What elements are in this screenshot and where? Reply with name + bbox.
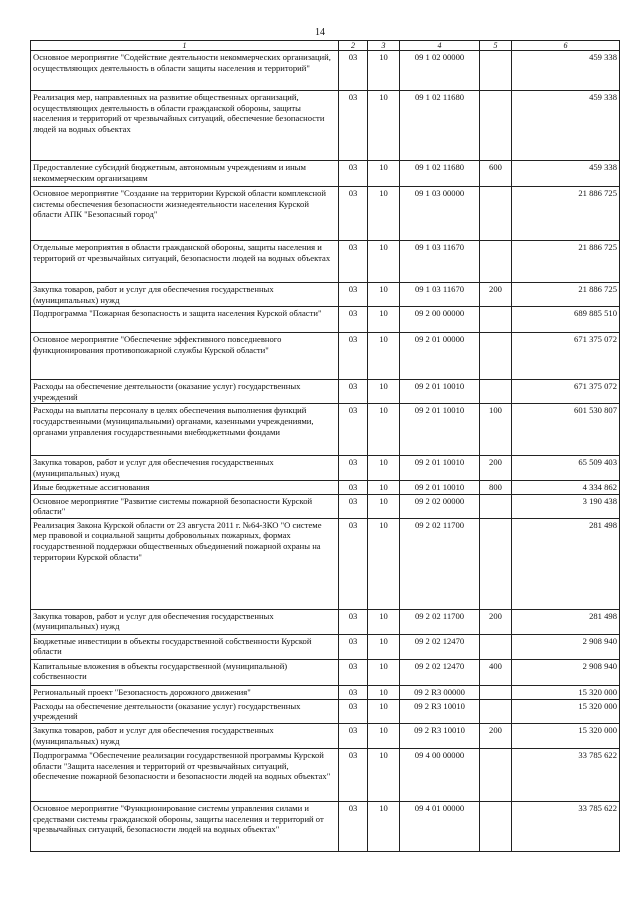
- row-amount: 4 334 862: [512, 480, 620, 494]
- row-subsection: 10: [368, 51, 400, 91]
- row-name: Закупка товаров, работ и услуг для обеспечения государственных (муниципальных) нужд: [31, 283, 339, 307]
- row-name: Основное мероприятие "Функционирование системы управления силами и средствами системы гражданской обороны, защиты населения и территорий от чрезвычайных ситуаций, безопасности людей на водных объектах": [31, 801, 339, 851]
- row-name: Закупка товаров, работ и услуг для обеспечения государственных (муниципальных) нужд: [31, 609, 339, 634]
- table-row: [31, 801, 620, 851]
- row-section: 03: [339, 187, 368, 241]
- row-subsection: 10: [368, 307, 400, 333]
- row-target-code: 09 1 03 00000: [400, 187, 480, 241]
- row-target-code: 09 2 02 11700: [400, 609, 480, 634]
- row-amount: 3 190 438: [512, 494, 620, 518]
- row-amount: 689 885 510: [512, 307, 620, 333]
- row-section: 03: [339, 91, 368, 161]
- row-subsection: 10: [368, 333, 400, 380]
- row-expense-type: [480, 241, 512, 283]
- table-row: [31, 283, 620, 307]
- row-amount: 671 375 072: [512, 380, 620, 404]
- row-name: Закупка товаров, работ и услуг для обеспечения государственных (муниципальных) нужд: [31, 723, 339, 748]
- row-amount: 2 908 940: [512, 634, 620, 659]
- row-target-code: 09 2 01 10010: [400, 404, 480, 456]
- header-row: [31, 41, 620, 51]
- row-section: 03: [339, 51, 368, 91]
- row-section: 03: [339, 480, 368, 494]
- table-row: [31, 51, 620, 91]
- row-section: 03: [339, 699, 368, 723]
- row-expense-type: [480, 380, 512, 404]
- row-expense-type: 100: [480, 404, 512, 456]
- row-target-code: 09 2 01 10010: [400, 380, 480, 404]
- row-target-code: 09 2 R3 00000: [400, 685, 480, 699]
- row-target-code: 09 2 02 12470: [400, 634, 480, 659]
- row-target-code: 09 2 R3 10010: [400, 699, 480, 723]
- row-amount: 33 785 622: [512, 801, 620, 851]
- row-section: 03: [339, 723, 368, 748]
- row-amount: 2 908 940: [512, 659, 620, 685]
- row-section: 03: [339, 241, 368, 283]
- header-col-4: 4: [400, 41, 480, 51]
- row-target-code: 09 2 00 00000: [400, 307, 480, 333]
- row-target-code: 09 2 02 00000: [400, 494, 480, 518]
- row-section: 03: [339, 333, 368, 380]
- row-target-code: 09 2 01 00000: [400, 333, 480, 380]
- page-number: 14: [315, 27, 325, 38]
- row-expense-type: 600: [480, 161, 512, 187]
- table-row: [31, 634, 620, 659]
- row-amount: 15 320 000: [512, 723, 620, 748]
- table-row: [31, 723, 620, 748]
- row-section: 03: [339, 659, 368, 685]
- row-amount: 459 338: [512, 161, 620, 187]
- row-expense-type: 200: [480, 609, 512, 634]
- table-row: [31, 333, 620, 380]
- row-section: 03: [339, 380, 368, 404]
- row-name: Реализация мер, направленных на развитие общественных организаций, осуществляющих деятельность в области гражданской обороны, защиты населения и территорий от чрезвычайных ситуаций, обеспечение безопасности людей на водных объектах: [31, 91, 339, 161]
- row-target-code: 09 4 01 00000: [400, 801, 480, 851]
- table-row: [31, 748, 620, 801]
- row-amount: 601 530 807: [512, 404, 620, 456]
- row-expense-type: [480, 801, 512, 851]
- row-section: 03: [339, 456, 368, 480]
- row-name: Расходы на обеспечение деятельности (оказание услуг) государственных учреждений: [31, 380, 339, 404]
- row-target-code: 09 1 03 11670: [400, 241, 480, 283]
- row-expense-type: [480, 685, 512, 699]
- table-row: [31, 241, 620, 283]
- row-target-code: 09 4 00 00000: [400, 748, 480, 801]
- row-expense-type: [480, 51, 512, 91]
- row-name: Основное мероприятие "Содействие деятельности некоммерческих организаций, осуществляющих деятельность в области защиты населения и территорий": [31, 51, 339, 91]
- row-subsection: 10: [368, 283, 400, 307]
- table-row: [31, 187, 620, 241]
- row-name: Закупка товаров, работ и услуг для обеспечения государственных (муниципальных) нужд: [31, 456, 339, 480]
- row-section: 03: [339, 518, 368, 609]
- row-amount: 21 886 725: [512, 187, 620, 241]
- row-subsection: 10: [368, 518, 400, 609]
- row-name: Отдельные мероприятия в области гражданской обороны, защиты населения и территорий от чрезвычайных ситуаций, безопасности людей на водных объектах: [31, 241, 339, 283]
- row-subsection: 10: [368, 685, 400, 699]
- row-section: 03: [339, 161, 368, 187]
- header-col-3: 3: [368, 41, 400, 51]
- row-name: Бюджетные инвестиции в объекты государственной собственности Курской области: [31, 634, 339, 659]
- row-name: Расходы на выплаты персоналу в целях обеспечения выполнения функций государственными (муниципальными) органами, казенными учреждениями, органами управления государственными внебюджетными фондами: [31, 404, 339, 456]
- row-expense-type: [480, 494, 512, 518]
- row-expense-type: [480, 333, 512, 380]
- row-section: 03: [339, 404, 368, 456]
- row-section: 03: [339, 748, 368, 801]
- table-row: [31, 404, 620, 456]
- header-col-2: 2: [339, 41, 368, 51]
- row-subsection: 10: [368, 456, 400, 480]
- row-expense-type: 200: [480, 723, 512, 748]
- row-name: Подпрограмма "Пожарная безопасность и защита населения Курской области": [31, 307, 339, 333]
- table-row: [31, 518, 620, 609]
- row-target-code: 09 2 02 12470: [400, 659, 480, 685]
- row-subsection: 10: [368, 699, 400, 723]
- row-amount: 21 886 725: [512, 283, 620, 307]
- row-name: Региональный проект "Безопасность дорожного движения": [31, 685, 339, 699]
- row-subsection: 10: [368, 241, 400, 283]
- row-amount: 459 338: [512, 91, 620, 161]
- table-row: [31, 161, 620, 187]
- row-expense-type: [480, 307, 512, 333]
- row-expense-type: [480, 748, 512, 801]
- row-expense-type: 800: [480, 480, 512, 494]
- row-subsection: 10: [368, 494, 400, 518]
- row-name: Основное мероприятие "Развитие системы пожарной безопасности Курской области": [31, 494, 339, 518]
- row-expense-type: [480, 518, 512, 609]
- table-row: [31, 456, 620, 480]
- row-name: Основное мероприятие "Создание на территории Курской области комплексной системы обеспечения безопасности жизнедеятельности населения Курской области АПК "Безопасный город": [31, 187, 339, 241]
- table-row: [31, 699, 620, 723]
- table-row: [31, 494, 620, 518]
- row-name: Расходы на обеспечение деятельности (оказание услуг) государственных учреждений: [31, 699, 339, 723]
- row-amount: 33 785 622: [512, 748, 620, 801]
- row-subsection: 10: [368, 801, 400, 851]
- row-subsection: 10: [368, 480, 400, 494]
- row-name: Подпрограмма "Обеспечение реализации государственной программы Курской области "Защита населения и территорий от чрезвычайных ситуаций, обеспечение пожарной безопасности и безопасности людей на водных объектах": [31, 748, 339, 801]
- row-subsection: 10: [368, 634, 400, 659]
- header-col-6: 6: [512, 41, 620, 51]
- row-subsection: 10: [368, 609, 400, 634]
- row-target-code: 09 2 01 10010: [400, 480, 480, 494]
- table-row: [31, 480, 620, 494]
- row-target-code: 09 1 02 11680: [400, 91, 480, 161]
- row-expense-type: [480, 91, 512, 161]
- row-amount: 459 338: [512, 51, 620, 91]
- row-amount: 281 498: [512, 609, 620, 634]
- row-subsection: 10: [368, 723, 400, 748]
- row-section: 03: [339, 283, 368, 307]
- table-row: [31, 659, 620, 685]
- table-row: [31, 685, 620, 699]
- row-subsection: 10: [368, 187, 400, 241]
- row-subsection: 10: [368, 748, 400, 801]
- row-section: 03: [339, 634, 368, 659]
- row-subsection: 10: [368, 404, 400, 456]
- row-name: Предоставление субсидий бюджетным, автономным учреждениям и иным некоммерческим организациям: [31, 161, 339, 187]
- row-section: 03: [339, 609, 368, 634]
- row-section: 03: [339, 801, 368, 851]
- row-name: Основное мероприятие "Обеспечение эффективного повседневного функционирования противопожарной службы Курской области": [31, 333, 339, 380]
- row-name: Реализация Закона Курской области от 23 августа 2011 г. №64-ЗКО "О системе мер правовой и социальной защиты добровольных пожарных, формах государственной поддержки общественных объединений пожарной охраны на территории Курской области": [31, 518, 339, 609]
- header-col-1: 1: [31, 41, 339, 51]
- row-expense-type: 200: [480, 283, 512, 307]
- row-subsection: 10: [368, 659, 400, 685]
- row-section: 03: [339, 307, 368, 333]
- row-amount: 671 375 072: [512, 333, 620, 380]
- row-amount: 15 320 000: [512, 685, 620, 699]
- row-subsection: 10: [368, 380, 400, 404]
- row-expense-type: [480, 699, 512, 723]
- header-col-5: 5: [480, 41, 512, 51]
- table-row: [31, 380, 620, 404]
- row-target-code: 09 2 01 10010: [400, 456, 480, 480]
- row-amount: 15 320 000: [512, 699, 620, 723]
- table-row: [31, 609, 620, 634]
- row-section: 03: [339, 494, 368, 518]
- row-target-code: 09 2 R3 10010: [400, 723, 480, 748]
- row-expense-type: 400: [480, 659, 512, 685]
- table-row: [31, 307, 620, 333]
- row-target-code: 09 1 02 11680: [400, 161, 480, 187]
- row-amount: 65 509 403: [512, 456, 620, 480]
- row-expense-type: [480, 187, 512, 241]
- row-target-code: 09 1 02 00000: [400, 51, 480, 91]
- row-target-code: 09 2 02 11700: [400, 518, 480, 609]
- budget-table: [30, 40, 620, 852]
- row-amount: 21 886 725: [512, 241, 620, 283]
- row-subsection: 10: [368, 161, 400, 187]
- row-expense-type: [480, 634, 512, 659]
- table-body: [31, 51, 620, 852]
- table-row: [31, 91, 620, 161]
- row-section: 03: [339, 685, 368, 699]
- row-target-code: 09 1 03 11670: [400, 283, 480, 307]
- row-amount: 281 498: [512, 518, 620, 609]
- row-expense-type: 200: [480, 456, 512, 480]
- row-subsection: 10: [368, 91, 400, 161]
- row-name: Капитальные вложения в объекты государственной (муниципальной) собственности: [31, 659, 339, 685]
- row-name: Иные бюджетные ассигнования: [31, 480, 339, 494]
